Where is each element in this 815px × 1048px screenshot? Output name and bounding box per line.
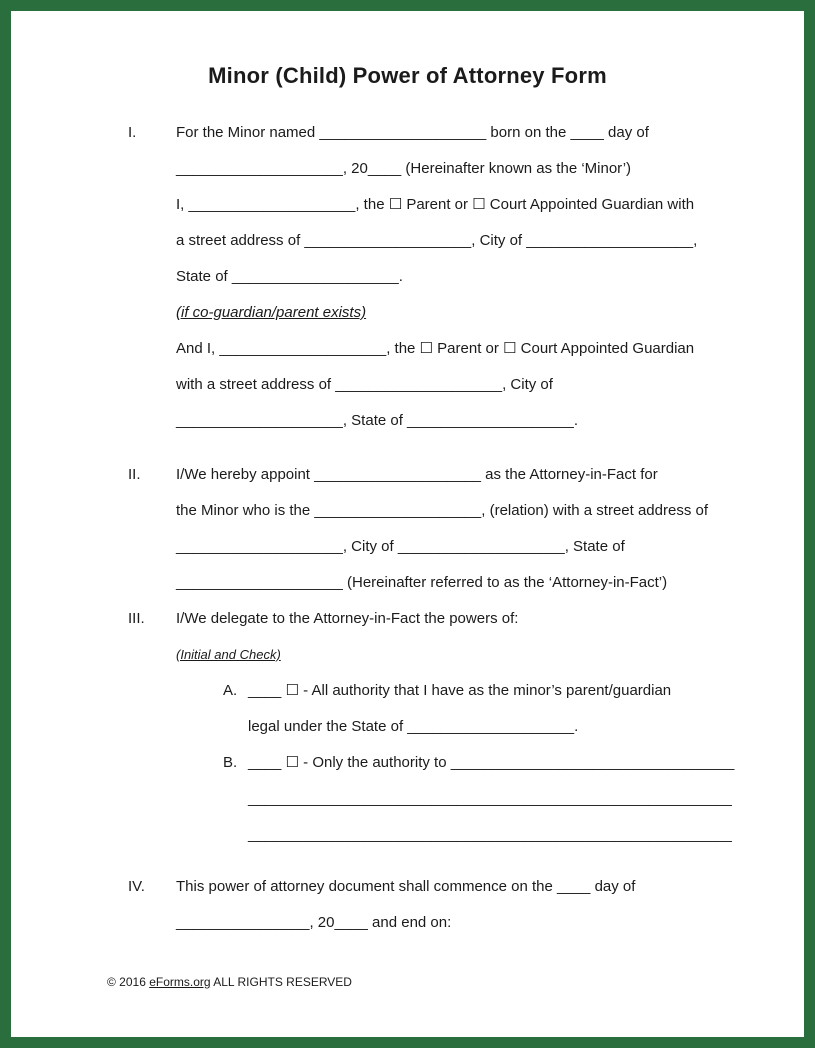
form-line: __________________________________________________________ — [248, 790, 732, 807]
page-title: Minor (Child) Power of Attorney Form — [208, 63, 607, 88]
section-numeral: IV. — [128, 878, 145, 895]
section-iii-content — [176, 601, 734, 853]
form-line: ____________________ (Hereinafter referred to as the ‘Attorney-in-Fact’) — [176, 574, 668, 591]
form-line: ____________________, State of ____________________. — [176, 412, 579, 429]
co-guardian-note-text: (if co-guardian/parent exists) — [176, 304, 367, 321]
option-a-label: A. — [223, 682, 238, 699]
copyright-suffix: ALL RIGHTS RESERVED — [210, 975, 352, 989]
form-line: with a street address of ____________________, City of — [176, 376, 553, 393]
copyright-footer — [107, 974, 352, 990]
form-line: I/We delegate to the Attorney-in-Fact the powers of: — [176, 610, 519, 627]
section-ii — [128, 457, 734, 601]
form-line: ____ ☐ - Only the authority to __________________________________ — [248, 754, 735, 771]
option-a-lines — [248, 673, 734, 745]
initial-and-check-note — [176, 637, 734, 673]
option-b-label: B. — [223, 754, 238, 771]
section-i — [128, 115, 734, 439]
copyright-prefix: © 2016 — [107, 975, 150, 989]
form-line: For the Minor named ____________________ born on the ____ day of — [176, 124, 649, 141]
section-numeral: III. — [128, 610, 145, 627]
form-line: And I, ____________________, the ☐ Parent or ☐ Court Appointed Guardian — [176, 340, 695, 357]
section-iii — [128, 601, 734, 853]
form-line: This power of attorney document shall commence on the ____ day of — [176, 878, 636, 895]
eforms-link[interactable]: eForms.org — [149, 975, 211, 989]
section-iv-content — [176, 869, 734, 941]
form-line: State of ____________________. — [176, 268, 403, 285]
form-line: ____________________, City of ____________________, State of — [176, 538, 625, 555]
initial-and-check-text: (Initial and Check) — [176, 647, 281, 662]
co-guardian-note — [176, 295, 734, 331]
form-line: I, ____________________, the ☐ Parent or ☐ Court Appointed Guardian with — [176, 196, 695, 213]
section-iv — [128, 869, 734, 941]
form-line: the Minor who is the ____________________, (relation) with a street address of — [176, 502, 709, 519]
section-numeral: I. — [128, 124, 137, 141]
form-line: ____ ☐ - All authority that I have as the minor’s parent/guardian — [248, 682, 672, 699]
form-line: a street address of ____________________, City of ____________________, — [176, 232, 698, 249]
section-ii-content — [176, 457, 734, 601]
form-line: I/We hereby appoint ____________________ as the Attorney-in-Fact for — [176, 466, 658, 483]
section-numeral: II. — [128, 466, 141, 483]
option-a — [223, 673, 734, 745]
form-line: __________________________________________________________ — [248, 826, 732, 843]
option-b — [223, 745, 734, 853]
section-i-content — [176, 115, 734, 439]
form-line: legal under the State of ____________________. — [248, 718, 579, 735]
form-line: ____________________, 20____ (Hereinafter known as the ‘Minor’) — [176, 160, 632, 177]
form-line: ________________, 20____ and end on: — [176, 914, 452, 931]
option-b-lines — [248, 745, 734, 853]
